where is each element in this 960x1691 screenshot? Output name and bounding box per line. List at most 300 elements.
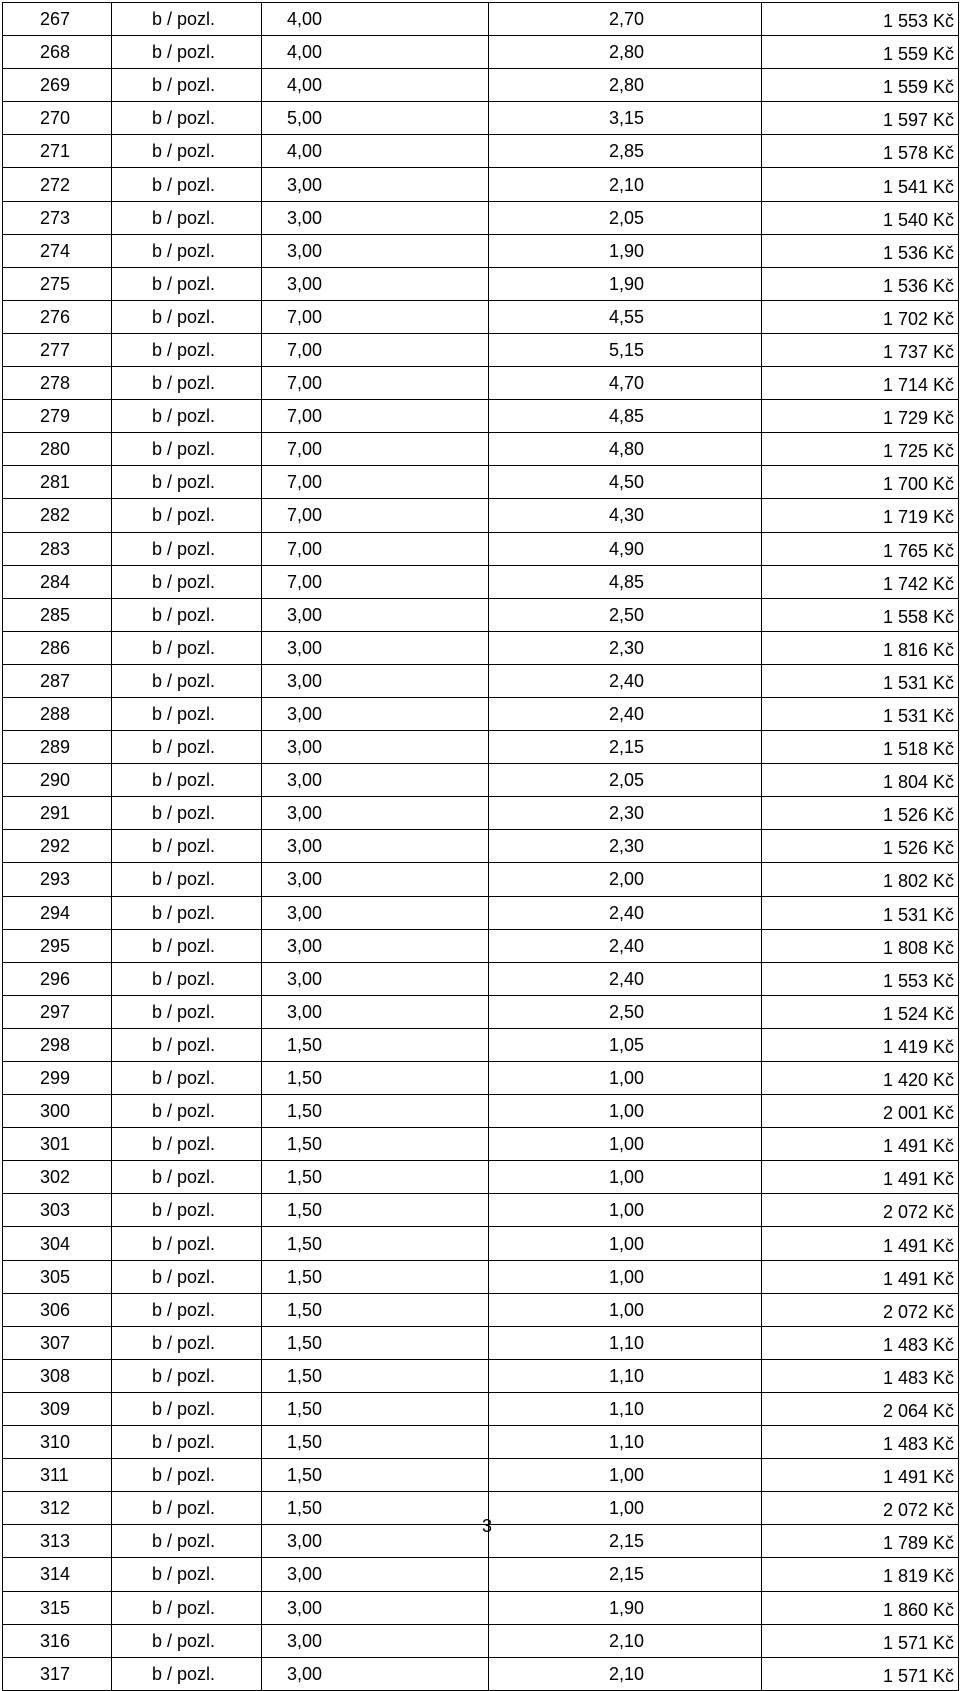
row-price-cell: 1 860 Kč [762, 1591, 959, 1624]
row-value-cell: 4,30 [489, 499, 762, 532]
row-price-cell: 1 491 Kč [762, 1128, 959, 1161]
row-value-cell: 4,85 [489, 400, 762, 433]
table-row [3, 333, 959, 366]
table-row [3, 565, 959, 598]
row-id-cell: 271 [3, 135, 112, 168]
row-id-cell: 312 [3, 1492, 112, 1525]
row-unit-cell: b / pozl. [112, 201, 262, 234]
row-value-cell: 1,00 [489, 1227, 762, 1260]
row-price-cell: 1 536 Kč [762, 234, 959, 267]
row-unit-cell: b / pozl. [112, 1293, 262, 1326]
row-unit-cell: b / pozl. [112, 1227, 262, 1260]
row-price-cell: 1 483 Kč [762, 1326, 959, 1359]
row-id-cell: 298 [3, 1028, 112, 1061]
row-quantity-cell: 4,00 [262, 36, 489, 69]
row-unit-cell: b / pozl. [112, 102, 262, 135]
row-value-cell: 3,15 [489, 102, 762, 135]
row-quantity-cell: 3,00 [262, 962, 489, 995]
table-row [3, 1227, 959, 1260]
row-price-cell: 1 765 Kč [762, 532, 959, 565]
row-price-cell: 1 819 Kč [762, 1558, 959, 1591]
row-id-cell: 281 [3, 466, 112, 499]
row-price-cell: 2 072 Kč [762, 1194, 959, 1227]
row-id-cell: 308 [3, 1359, 112, 1392]
row-value-cell: 2,80 [489, 69, 762, 102]
row-quantity-cell: 3,00 [262, 731, 489, 764]
row-id-cell: 305 [3, 1260, 112, 1293]
row-value-cell: 2,10 [489, 168, 762, 201]
row-value-cell: 2,80 [489, 36, 762, 69]
row-price-cell: 1 531 Kč [762, 697, 959, 730]
row-quantity-cell: 3,00 [262, 201, 489, 234]
row-price-cell: 1 729 Kč [762, 400, 959, 433]
row-quantity-cell: 3,00 [262, 863, 489, 896]
row-price-cell: 1 559 Kč [762, 36, 959, 69]
row-unit-cell: b / pozl. [112, 1260, 262, 1293]
row-id-cell: 291 [3, 797, 112, 830]
row-value-cell: 2,40 [489, 929, 762, 962]
row-quantity-cell: 7,00 [262, 565, 489, 598]
row-unit-cell: b / pozl. [112, 1591, 262, 1624]
row-price-cell: 2 072 Kč [762, 1492, 959, 1525]
row-unit-cell: b / pozl. [112, 466, 262, 499]
table-row [3, 300, 959, 333]
row-value-cell: 4,50 [489, 466, 762, 499]
row-unit-cell: b / pozl. [112, 1359, 262, 1392]
row-value-cell: 2,30 [489, 830, 762, 863]
row-unit-cell: b / pozl. [112, 797, 262, 830]
row-unit-cell: b / pozl. [112, 168, 262, 201]
row-price-cell: 2 001 Kč [762, 1095, 959, 1128]
row-id-cell: 283 [3, 532, 112, 565]
row-price-cell: 1 742 Kč [762, 565, 959, 598]
row-id-cell: 304 [3, 1227, 112, 1260]
table-row [3, 1260, 959, 1293]
table-row [3, 1062, 959, 1095]
row-quantity-cell: 5,00 [262, 102, 489, 135]
row-quantity-cell: 1,50 [262, 1459, 489, 1492]
row-quantity-cell: 1,50 [262, 1128, 489, 1161]
row-id-cell: 279 [3, 400, 112, 433]
row-id-cell: 284 [3, 565, 112, 598]
row-price-cell: 1 804 Kč [762, 764, 959, 797]
table-row [3, 3, 959, 36]
row-id-cell: 316 [3, 1624, 112, 1657]
table-row [3, 499, 959, 532]
row-quantity-cell: 7,00 [262, 499, 489, 532]
row-unit-cell: b / pozl. [112, 1326, 262, 1359]
row-price-cell: 1 491 Kč [762, 1459, 959, 1492]
table-row [3, 896, 959, 929]
table-row [3, 201, 959, 234]
row-value-cell: 1,05 [489, 1028, 762, 1061]
row-price-cell: 1 789 Kč [762, 1525, 959, 1558]
row-value-cell: 2,10 [489, 1624, 762, 1657]
row-unit-cell: b / pozl. [112, 929, 262, 962]
table-row [3, 102, 959, 135]
row-id-cell: 282 [3, 499, 112, 532]
table-row [3, 1558, 959, 1591]
row-unit-cell: b / pozl. [112, 631, 262, 664]
row-id-cell: 303 [3, 1194, 112, 1227]
table-row [3, 1293, 959, 1326]
row-id-cell: 268 [3, 36, 112, 69]
row-price-cell: 1 808 Kč [762, 929, 959, 962]
row-unit-cell: b / pozl. [112, 764, 262, 797]
row-price-cell: 1 541 Kč [762, 168, 959, 201]
row-quantity-cell: 7,00 [262, 300, 489, 333]
row-price-cell: 2 064 Kč [762, 1392, 959, 1425]
table-row [3, 1095, 959, 1128]
row-value-cell: 1,10 [489, 1326, 762, 1359]
row-price-cell: 2 072 Kč [762, 1293, 959, 1326]
row-value-cell: 1,00 [489, 1095, 762, 1128]
row-quantity-cell: 3,00 [262, 664, 489, 697]
row-unit-cell: b / pozl. [112, 1657, 262, 1690]
row-unit-cell: b / pozl. [112, 36, 262, 69]
row-id-cell: 295 [3, 929, 112, 962]
row-quantity-cell: 3,00 [262, 234, 489, 267]
table-row [3, 731, 959, 764]
row-id-cell: 270 [3, 102, 112, 135]
row-unit-cell: b / pozl. [112, 300, 262, 333]
row-unit-cell: b / pozl. [112, 1161, 262, 1194]
table-row [3, 1624, 959, 1657]
row-id-cell: 306 [3, 1293, 112, 1326]
row-quantity-cell: 7,00 [262, 433, 489, 466]
row-value-cell: 2,50 [489, 995, 762, 1028]
row-unit-cell: b / pozl. [112, 995, 262, 1028]
row-value-cell: 2,05 [489, 764, 762, 797]
table-row [3, 532, 959, 565]
row-quantity-cell: 3,00 [262, 631, 489, 664]
row-price-cell: 1 491 Kč [762, 1227, 959, 1260]
row-price-cell: 1 491 Kč [762, 1260, 959, 1293]
row-id-cell: 309 [3, 1392, 112, 1425]
row-unit-cell: b / pozl. [112, 333, 262, 366]
row-quantity-cell: 7,00 [262, 333, 489, 366]
table-row [3, 466, 959, 499]
row-quantity-cell: 7,00 [262, 532, 489, 565]
table-row [3, 1492, 959, 1525]
row-value-cell: 1,00 [489, 1161, 762, 1194]
row-quantity-cell: 1,50 [262, 1359, 489, 1392]
row-price-cell: 1 553 Kč [762, 962, 959, 995]
row-id-cell: 302 [3, 1161, 112, 1194]
row-value-cell: 2,00 [489, 863, 762, 896]
row-value-cell: 2,50 [489, 598, 762, 631]
row-value-cell: 1,00 [489, 1459, 762, 1492]
row-unit-cell: b / pozl. [112, 532, 262, 565]
row-quantity-cell: 1,50 [262, 1293, 489, 1326]
row-id-cell: 311 [3, 1459, 112, 1492]
row-price-cell: 1 702 Kč [762, 300, 959, 333]
row-quantity-cell: 7,00 [262, 367, 489, 400]
row-id-cell: 273 [3, 201, 112, 234]
row-value-cell: 1,90 [489, 1591, 762, 1624]
row-id-cell: 299 [3, 1062, 112, 1095]
row-quantity-cell: 1,50 [262, 1095, 489, 1128]
row-price-cell: 1 518 Kč [762, 731, 959, 764]
table-row [3, 367, 959, 400]
row-value-cell: 2,15 [489, 731, 762, 764]
row-id-cell: 267 [3, 3, 112, 36]
row-value-cell: 1,90 [489, 267, 762, 300]
table-row [3, 400, 959, 433]
row-price-cell: 1 725 Kč [762, 433, 959, 466]
row-value-cell: 2,15 [489, 1525, 762, 1558]
row-id-cell: 301 [3, 1128, 112, 1161]
row-quantity-cell: 1,50 [262, 1227, 489, 1260]
row-id-cell: 300 [3, 1095, 112, 1128]
row-price-cell: 1 714 Kč [762, 367, 959, 400]
table-row [3, 267, 959, 300]
row-unit-cell: b / pozl. [112, 664, 262, 697]
row-quantity-cell: 3,00 [262, 1657, 489, 1690]
row-quantity-cell: 7,00 [262, 466, 489, 499]
row-value-cell: 1,00 [489, 1293, 762, 1326]
row-value-cell: 1,00 [489, 1062, 762, 1095]
page-number: 3 [482, 1516, 493, 1536]
row-quantity-cell: 3,00 [262, 697, 489, 730]
row-quantity-cell: 1,50 [262, 1492, 489, 1525]
row-quantity-cell: 4,00 [262, 3, 489, 36]
row-price-cell: 1 553 Kč [762, 3, 959, 36]
table-row [3, 433, 959, 466]
row-value-cell: 2,40 [489, 697, 762, 730]
row-price-cell: 1 526 Kč [762, 830, 959, 863]
table-row [3, 764, 959, 797]
row-id-cell: 307 [3, 1326, 112, 1359]
row-price-cell: 1 531 Kč [762, 664, 959, 697]
table-row [3, 36, 959, 69]
row-id-cell: 294 [3, 896, 112, 929]
row-unit-cell: b / pozl. [112, 1492, 262, 1525]
table-row [3, 962, 959, 995]
row-unit-cell: b / pozl. [112, 433, 262, 466]
row-value-cell: 1,00 [489, 1194, 762, 1227]
table-row [3, 1128, 959, 1161]
row-unit-cell: b / pozl. [112, 499, 262, 532]
row-unit-cell: b / pozl. [112, 962, 262, 995]
row-value-cell: 1,10 [489, 1426, 762, 1459]
row-value-cell: 4,70 [489, 367, 762, 400]
table-row [3, 69, 959, 102]
table-row [3, 135, 959, 168]
row-quantity-cell: 1,50 [262, 1161, 489, 1194]
row-value-cell: 2,30 [489, 631, 762, 664]
row-price-cell: 1 526 Kč [762, 797, 959, 830]
row-quantity-cell: 3,00 [262, 1624, 489, 1657]
row-price-cell: 1 559 Kč [762, 69, 959, 102]
row-unit-cell: b / pozl. [112, 267, 262, 300]
row-unit-cell: b / pozl. [112, 69, 262, 102]
row-unit-cell: b / pozl. [112, 1558, 262, 1591]
row-id-cell: 289 [3, 731, 112, 764]
row-quantity-cell: 3,00 [262, 1591, 489, 1624]
row-price-cell: 1 491 Kč [762, 1161, 959, 1194]
row-price-cell: 1 578 Kč [762, 135, 959, 168]
row-id-cell: 314 [3, 1558, 112, 1591]
row-quantity-cell: 1,50 [262, 1426, 489, 1459]
row-price-cell: 1 483 Kč [762, 1359, 959, 1392]
row-unit-cell: b / pozl. [112, 863, 262, 896]
row-unit-cell: b / pozl. [112, 1392, 262, 1425]
row-id-cell: 275 [3, 267, 112, 300]
row-quantity-cell: 1,50 [262, 1392, 489, 1425]
table-row [3, 168, 959, 201]
row-unit-cell: b / pozl. [112, 896, 262, 929]
row-id-cell: 277 [3, 333, 112, 366]
table-row [3, 1359, 959, 1392]
table-row [3, 1194, 959, 1227]
row-unit-cell: b / pozl. [112, 1525, 262, 1558]
row-unit-cell: b / pozl. [112, 1459, 262, 1492]
row-price-cell: 1 483 Kč [762, 1426, 959, 1459]
row-quantity-cell: 3,00 [262, 764, 489, 797]
row-id-cell: 313 [3, 1525, 112, 1558]
row-quantity-cell: 3,00 [262, 797, 489, 830]
row-price-cell: 1 719 Kč [762, 499, 959, 532]
row-id-cell: 276 [3, 300, 112, 333]
table-row [3, 664, 959, 697]
row-value-cell: 2,40 [489, 962, 762, 995]
row-value-cell: 4,90 [489, 532, 762, 565]
row-value-cell: 1,00 [489, 1260, 762, 1293]
row-id-cell: 296 [3, 962, 112, 995]
row-unit-cell: b / pozl. [112, 830, 262, 863]
row-unit-cell: b / pozl. [112, 1095, 262, 1128]
row-quantity-cell: 3,00 [262, 1558, 489, 1591]
table-row [3, 1161, 959, 1194]
row-price-cell: 1 419 Kč [762, 1028, 959, 1061]
row-unit-cell: b / pozl. [112, 731, 262, 764]
row-quantity-cell: 4,00 [262, 69, 489, 102]
row-price-cell: 1 571 Kč [762, 1624, 959, 1657]
row-value-cell: 2,30 [489, 797, 762, 830]
table-row [3, 797, 959, 830]
row-id-cell: 274 [3, 234, 112, 267]
table-row [3, 234, 959, 267]
row-quantity-cell: 7,00 [262, 400, 489, 433]
price-table [2, 2, 959, 1691]
row-unit-cell: b / pozl. [112, 1062, 262, 1095]
row-quantity-cell: 1,50 [262, 1194, 489, 1227]
table-row [3, 631, 959, 664]
row-price-cell: 1 558 Kč [762, 598, 959, 631]
table-row [3, 1459, 959, 1492]
row-unit-cell: b / pozl. [112, 367, 262, 400]
row-price-cell: 1 524 Kč [762, 995, 959, 1028]
row-value-cell: 2,10 [489, 1657, 762, 1690]
row-unit-cell: b / pozl. [112, 565, 262, 598]
row-quantity-cell: 1,50 [262, 1028, 489, 1061]
row-quantity-cell: 3,00 [262, 1525, 489, 1558]
table-row [3, 863, 959, 896]
table-row [3, 1525, 959, 1558]
table-row [3, 598, 959, 631]
table-row [3, 1657, 959, 1690]
row-quantity-cell: 3,00 [262, 598, 489, 631]
row-unit-cell: b / pozl. [112, 3, 262, 36]
row-price-cell: 1 737 Kč [762, 333, 959, 366]
row-unit-cell: b / pozl. [112, 234, 262, 267]
row-value-cell: 1,10 [489, 1392, 762, 1425]
row-value-cell: 1,00 [489, 1128, 762, 1161]
row-id-cell: 315 [3, 1591, 112, 1624]
row-unit-cell: b / pozl. [112, 1624, 262, 1657]
row-price-cell: 1 816 Kč [762, 631, 959, 664]
row-value-cell: 4,85 [489, 565, 762, 598]
row-quantity-cell: 3,00 [262, 929, 489, 962]
row-value-cell: 4,80 [489, 433, 762, 466]
row-price-cell: 1 571 Kč [762, 1657, 959, 1690]
row-price-cell: 1 420 Kč [762, 1062, 959, 1095]
row-price-cell: 1 597 Kč [762, 102, 959, 135]
row-unit-cell: b / pozl. [112, 598, 262, 631]
row-quantity-cell: 1,50 [262, 1326, 489, 1359]
row-id-cell: 317 [3, 1657, 112, 1690]
row-price-cell: 1 700 Kč [762, 466, 959, 499]
row-unit-cell: b / pozl. [112, 697, 262, 730]
row-price-cell: 1 531 Kč [762, 896, 959, 929]
table-row [3, 1028, 959, 1061]
row-id-cell: 285 [3, 598, 112, 631]
row-price-cell: 1 802 Kč [762, 863, 959, 896]
table-body [3, 3, 959, 1691]
row-unit-cell: b / pozl. [112, 135, 262, 168]
table-row [3, 697, 959, 730]
row-id-cell: 290 [3, 764, 112, 797]
row-value-cell: 4,55 [489, 300, 762, 333]
row-value-cell: 1,10 [489, 1359, 762, 1392]
row-id-cell: 269 [3, 69, 112, 102]
row-quantity-cell: 1,50 [262, 1062, 489, 1095]
row-value-cell: 2,05 [489, 201, 762, 234]
row-value-cell: 2,85 [489, 135, 762, 168]
row-quantity-cell: 4,00 [262, 135, 489, 168]
table-row [3, 1591, 959, 1624]
row-quantity-cell: 3,00 [262, 267, 489, 300]
row-id-cell: 272 [3, 168, 112, 201]
row-id-cell: 288 [3, 697, 112, 730]
row-id-cell: 310 [3, 1426, 112, 1459]
row-id-cell: 278 [3, 367, 112, 400]
row-quantity-cell: 1,50 [262, 1260, 489, 1293]
row-quantity-cell: 3,00 [262, 830, 489, 863]
table-row [3, 929, 959, 962]
table-row [3, 830, 959, 863]
table-row [3, 1326, 959, 1359]
row-quantity-cell: 3,00 [262, 168, 489, 201]
row-id-cell: 297 [3, 995, 112, 1028]
row-price-cell: 1 536 Kč [762, 267, 959, 300]
row-quantity-cell: 3,00 [262, 995, 489, 1028]
row-value-cell: 2,70 [489, 3, 762, 36]
row-unit-cell: b / pozl. [112, 1028, 262, 1061]
row-quantity-cell: 3,00 [262, 896, 489, 929]
row-unit-cell: b / pozl. [112, 1426, 262, 1459]
row-id-cell: 292 [3, 830, 112, 863]
row-value-cell: 1,90 [489, 234, 762, 267]
table-row [3, 1426, 959, 1459]
row-value-cell: 5,15 [489, 333, 762, 366]
row-id-cell: 286 [3, 631, 112, 664]
row-price-cell: 1 540 Kč [762, 201, 959, 234]
row-unit-cell: b / pozl. [112, 1194, 262, 1227]
row-unit-cell: b / pozl. [112, 1128, 262, 1161]
row-value-cell: 2,40 [489, 896, 762, 929]
